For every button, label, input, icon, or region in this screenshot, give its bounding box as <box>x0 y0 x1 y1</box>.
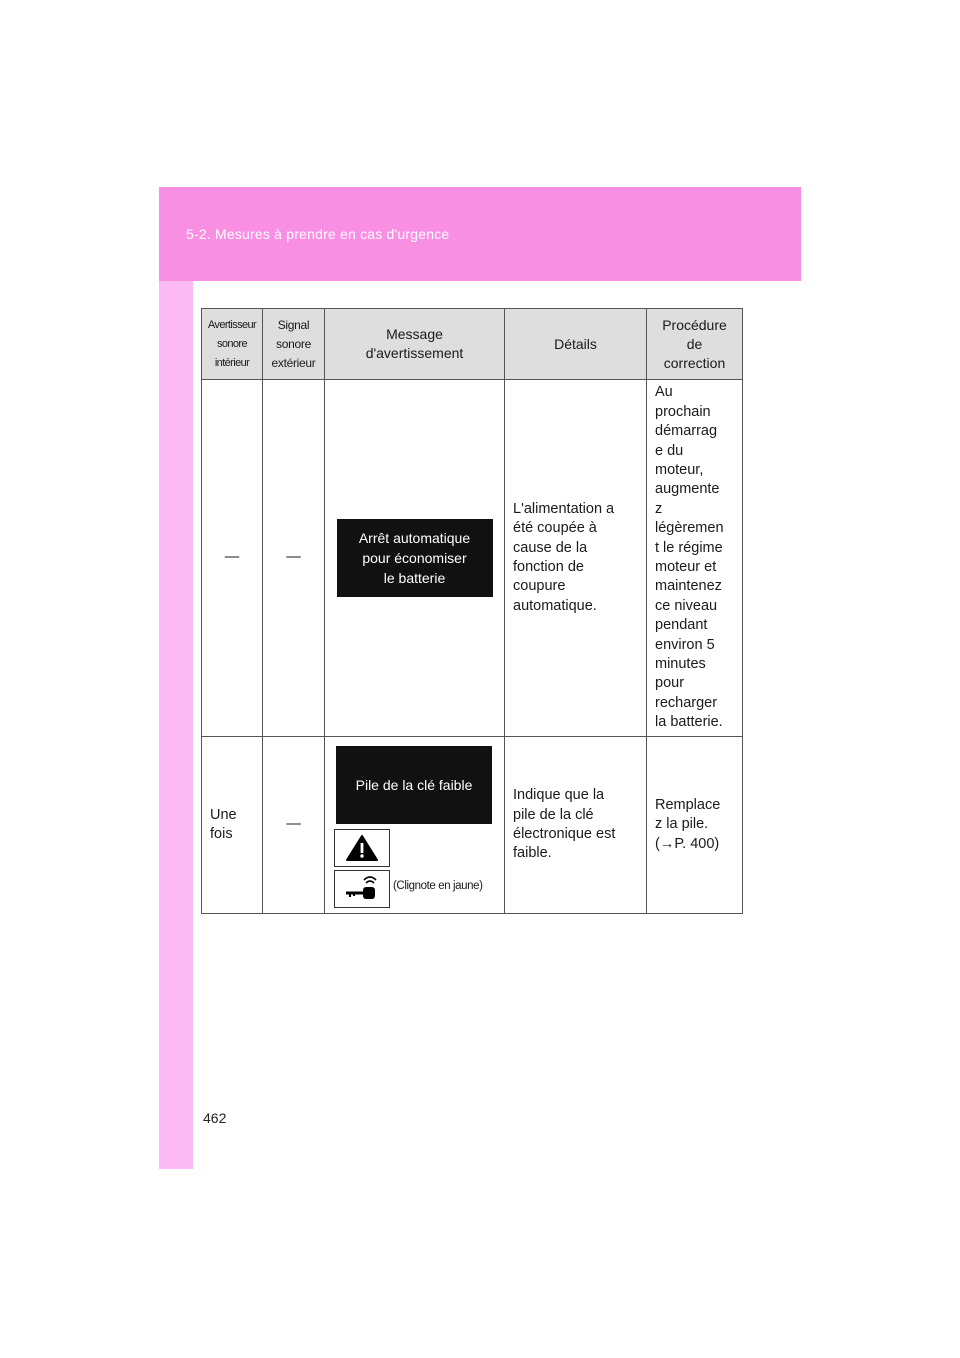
key-battery-icon <box>334 870 390 908</box>
row2-details: Indique que la pile de la clé électronique est faible. <box>505 737 647 914</box>
row2-exterior-buzzer: — <box>263 737 325 914</box>
row1-details: L'alimentation a été coupée à cause de la fonction de coupure automatique. <box>505 380 647 737</box>
blink-caption: (Clignote en jaune) <box>393 880 483 892</box>
row1-warning-message <box>325 380 505 737</box>
page-number: 462 <box>203 1110 227 1126</box>
row1-exterior-buzzer: — <box>263 380 325 737</box>
header-interior-buzzer: Avertisseur sonore intérieur <box>202 309 263 380</box>
row1-procedure: Au prochain démarrag e du moteur, augmente z légèremen t le régime moteur et maintenez ce niveau pendant environ 5 minutes pour recharger la batterie. <box>647 380 743 737</box>
side-tab-strip <box>159 281 193 1169</box>
section-title: 5-2. Mesures à prendre en cas d'urgence <box>186 226 450 242</box>
display-key-battery-low-message: Pile de la clé faible <box>336 746 492 824</box>
header-procedure: Procédure de correction <box>647 309 743 380</box>
row2-interior-buzzer: Une fois <box>202 737 263 914</box>
table-header-row <box>202 309 743 380</box>
table-row <box>202 737 743 914</box>
header-exterior-buzzer: Signal sonore extérieur <box>263 309 325 380</box>
table-row <box>202 380 743 737</box>
display-auto-stop-message: Arrêt automatique pour économiser le batterie <box>337 519 493 597</box>
warning-table <box>201 308 743 914</box>
row2-warning-message <box>325 737 505 914</box>
row2-procedure: Remplace z la pile. (→P. 400) <box>647 737 743 914</box>
row1-interior-buzzer: — <box>202 380 263 737</box>
header-warning-message: Message d'avertissement <box>325 309 505 380</box>
warning-triangle-icon <box>334 829 390 867</box>
header-details: Détails <box>505 309 647 380</box>
